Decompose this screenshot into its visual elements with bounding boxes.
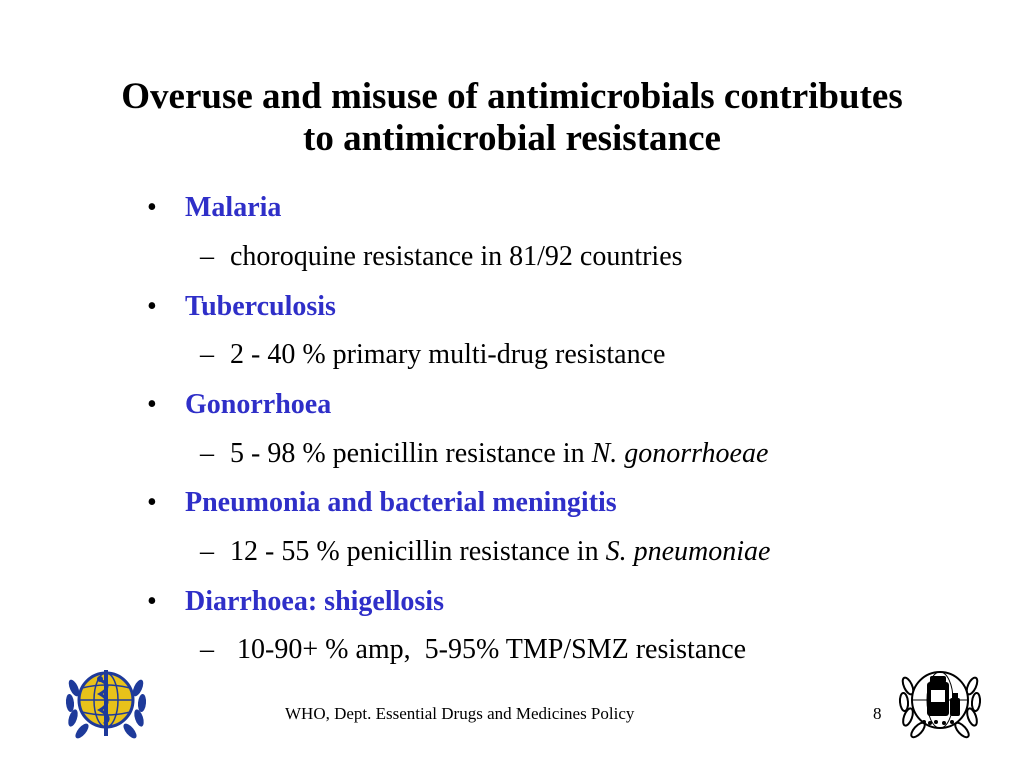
sub-item-text: 5 - 98 % penicillin resistance in (230, 438, 592, 469)
sub-item-malaria (200, 240, 683, 274)
who-emblem-icon (60, 658, 152, 750)
organism-name: S. pneumoniae (605, 536, 771, 567)
title-line-2: to antimicrobial resistance (303, 118, 721, 159)
sub-item-gonorrhoea (200, 437, 768, 471)
sub-item-tuberculosis (200, 338, 665, 372)
bullet-item-pneumonia (147, 486, 617, 520)
dash-marker: – (200, 339, 214, 370)
bullet-item-gonorrhoea (147, 388, 331, 422)
footer-text: WHO, Dept. Essential Drugs and Medicines Policy (285, 704, 635, 723)
title-line-1: Overuse and misuse of antimicrobials contributes (121, 76, 903, 117)
dash-marker: – (200, 241, 214, 272)
sub-item-text: 10-90+ % amp, 5-95% TMP/SMZ resistance (230, 634, 747, 665)
bullet-heading: Malaria (185, 192, 282, 223)
dash-marker: – (200, 438, 214, 469)
bullet-item-malaria (147, 191, 281, 225)
bullet-marker: • (147, 389, 157, 420)
sub-item-text: choroquine resistance in 81/92 countries (230, 241, 683, 272)
bullet-marker: • (147, 291, 157, 322)
sub-item-text: 2 - 40 % primary multi-drug resistance (230, 339, 666, 370)
bullet-marker: • (147, 192, 157, 223)
bullet-item-diarrhoea (147, 585, 444, 619)
bullet-heading: Diarrhoea: shigellosis (185, 586, 444, 617)
bullet-heading: Gonorrhoea (185, 389, 332, 420)
bullet-marker: • (147, 487, 157, 518)
bullet-heading: Pneumonia and bacterial meningitis (185, 487, 617, 518)
dash-marker: – (200, 634, 214, 665)
bullet-item-tuberculosis (147, 290, 336, 324)
dash-marker: – (200, 536, 214, 567)
sub-item-text: 12 - 55 % penicillin resistance in (230, 536, 606, 567)
bullet-marker: • (147, 586, 157, 617)
bullet-heading: Tuberculosis (185, 291, 336, 322)
essential-drugs-emblem-icon (894, 654, 986, 746)
page-number: 8 (873, 704, 882, 723)
sub-item-pneumonia (200, 535, 770, 569)
organism-name: N. gonorrhoeae (591, 438, 769, 469)
sub-item-diarrhoea (200, 633, 746, 667)
